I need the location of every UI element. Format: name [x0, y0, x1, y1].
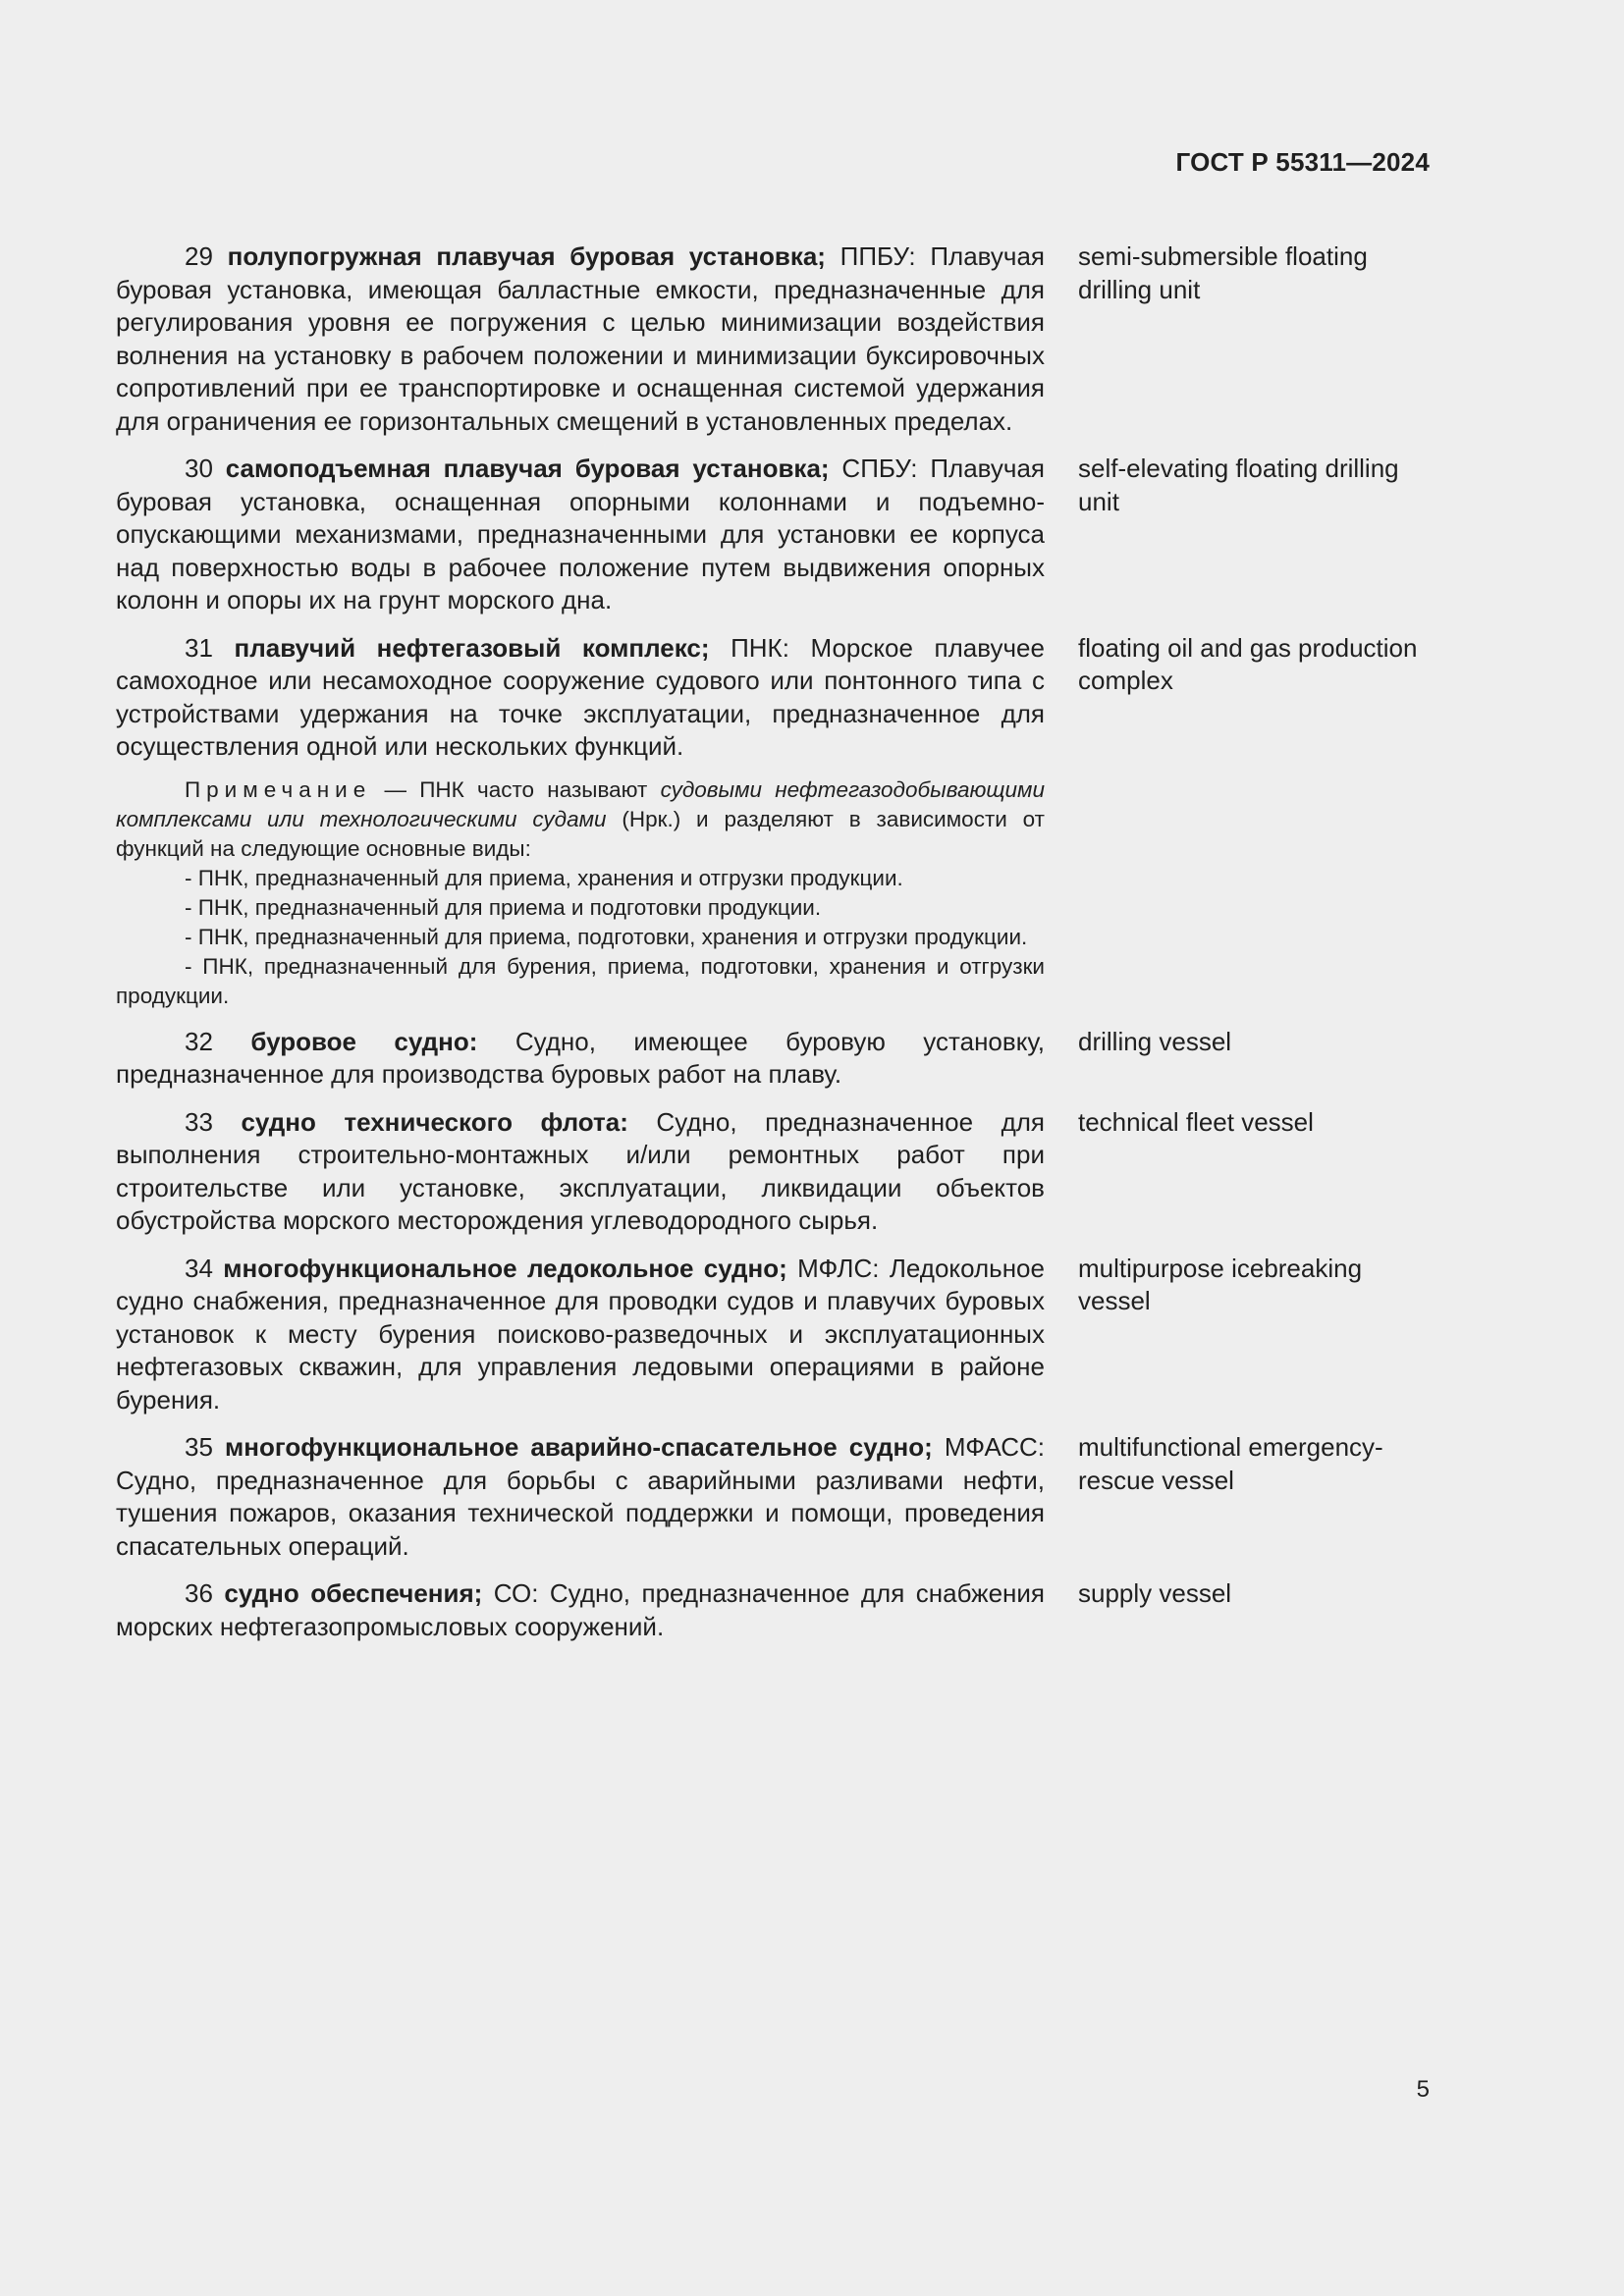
- term-definition: [116, 240, 1045, 438]
- note-block: [116, 775, 1045, 1011]
- terms-list: [116, 240, 1432, 1658]
- term-text: МФЛС: Ледокольное судно снабжения, предназначенное для проводки судов и плавучих буровых установок к месту бурения поисково-разведочных и эксплуатационных нефтегазовых скважин, для управления ледовыми операциями в районе бурения.: [116, 1253, 1045, 1415]
- note-heading: [116, 775, 1045, 864]
- term-entry-29: [116, 240, 1432, 438]
- term-name: самоподъемная плавучая буровая установка;: [225, 454, 830, 483]
- term-english: supply vessel: [1078, 1578, 1232, 1608]
- term-text: СПБУ: Плавучая буровая установка, оснащенная опорными колоннами и подъемно-опускающими механизмами, предназначенными для установки ее корпуса над поверхностью воды в рабочее положение путем выдвижения опорных колонн и опоры их на грунт морского дна.: [116, 454, 1045, 614]
- term-definition: [116, 632, 1045, 764]
- term-number: 29: [185, 241, 228, 271]
- note-text-before: ПНК часто называют: [419, 776, 661, 802]
- term-english: floating oil and gas production complex: [1078, 632, 1418, 695]
- term-name: полупогружная плавучая буровая установка;: [227, 241, 826, 271]
- term-number: 36: [185, 1578, 225, 1608]
- term-number: 33: [185, 1106, 242, 1137]
- term-name: плавучий нефтегазовый комплекс;: [234, 632, 710, 663]
- term-number: 30: [185, 454, 226, 483]
- term-number: 32: [185, 1026, 251, 1056]
- note-list-item: - ПНК, предназначенный для бурения, приема, подготовки, хранения и отгрузки продукции.: [116, 953, 1045, 1008]
- note-list: [116, 864, 1045, 1011]
- term-text: ППБУ: Плавучая буровая установка, имеющая балластные емкости, предназначенные для регулирования уровня ее погружения с целью минимизации воздействия волнения на установку в рабочем положении и минимизации буксировочных сопротивлений при ее транспортировке и оснащенная системой удержания для ограничения ее горизонтальных смещений в установленных пределах.: [116, 241, 1045, 436]
- term-name: буровое судно:: [250, 1026, 478, 1056]
- term-english: drilling vessel: [1078, 1026, 1232, 1056]
- term-number: 35: [185, 1432, 226, 1462]
- note-list-item: - ПНК, предназначенный для приема и подготовки продукции.: [185, 894, 822, 920]
- term-entry-36: [116, 1577, 1432, 1643]
- document-id: ГОСТ Р 55311—2024: [1175, 147, 1430, 177]
- note-label: Примечание: [185, 776, 372, 802]
- term-english: multipurpose icebreaking vessel: [1078, 1253, 1363, 1315]
- term-definition: [116, 1253, 1045, 1417]
- term-definition: [116, 1106, 1045, 1238]
- note-list-item: - ПНК, предназначенный для приема, хранения и отгрузки продукции.: [185, 865, 903, 890]
- term-text: ПНК: Морское плавучее самоходное или несамоходное сооружение судового или понтонного типа с устройствами удержания на точке эксплуатации, предназначенное для осуществления одной или нескольких функций.: [116, 632, 1045, 761]
- term-text: Судно, имеющее буровую установку, предназначенное для производства буровых работ на плаву.: [116, 1026, 1045, 1089]
- term-english: multifunctional emergency-rescue vessel: [1078, 1432, 1383, 1495]
- term-number: 31: [185, 632, 235, 663]
- term-number: 34: [185, 1253, 224, 1283]
- term-text: МФАСС: Судно, предназначенное для борьбы с аварийными разливами нефти, тушения пожаров, оказания технической поддержки и помощи, проведения спасательных операций.: [116, 1432, 1045, 1561]
- note-dash: —: [371, 776, 420, 802]
- term-entry-31: [116, 632, 1432, 764]
- term-definition: [116, 1577, 1045, 1643]
- term-definition: [116, 1431, 1045, 1563]
- term-entry-30: [116, 453, 1432, 617]
- term-name: многофункциональное аварийно-спасательное судно;: [225, 1432, 933, 1462]
- term-english: technical fleet vessel: [1078, 1106, 1314, 1137]
- term-entry-34: [116, 1253, 1432, 1417]
- term-entry-33: [116, 1106, 1432, 1238]
- term-english: semi-submersible floating drilling unit: [1078, 241, 1368, 304]
- term-name: судно технического флота:: [241, 1106, 628, 1137]
- term-definition: [116, 453, 1045, 617]
- note-italic-text: судовыми нефтегазодобывающими комплексами или технологическими судами: [116, 776, 1045, 831]
- term-name: многофункциональное ледокольное судно;: [223, 1253, 787, 1283]
- term-definition: [116, 1026, 1045, 1092]
- term-name: судно обеспечения;: [224, 1578, 483, 1608]
- term-entry-32: [116, 1026, 1432, 1092]
- note-list-item: - ПНК, предназначенный для приема, подготовки, хранения и отгрузки продукции.: [185, 924, 1028, 949]
- term-text: СО: Судно, предназначенное для снабжения морских нефтегазопромысловых сооружений.: [116, 1578, 1045, 1641]
- term-text: Судно, предназначенное для выполнения строительно-монтажных и/или ремонтных работ при строительстве или установке, эксплуатации, ликвидации объектов обустройства морского месторождения углеводородного сырья.: [116, 1106, 1045, 1235]
- note-text-after: (Нрк.) и разделяют в зависимости от функций на следующие основные виды:: [116, 806, 1045, 861]
- page-number: 5: [1416, 2076, 1430, 2103]
- term-english: self-elevating floating drilling unit: [1078, 454, 1399, 516]
- term-entry-35: [116, 1431, 1432, 1563]
